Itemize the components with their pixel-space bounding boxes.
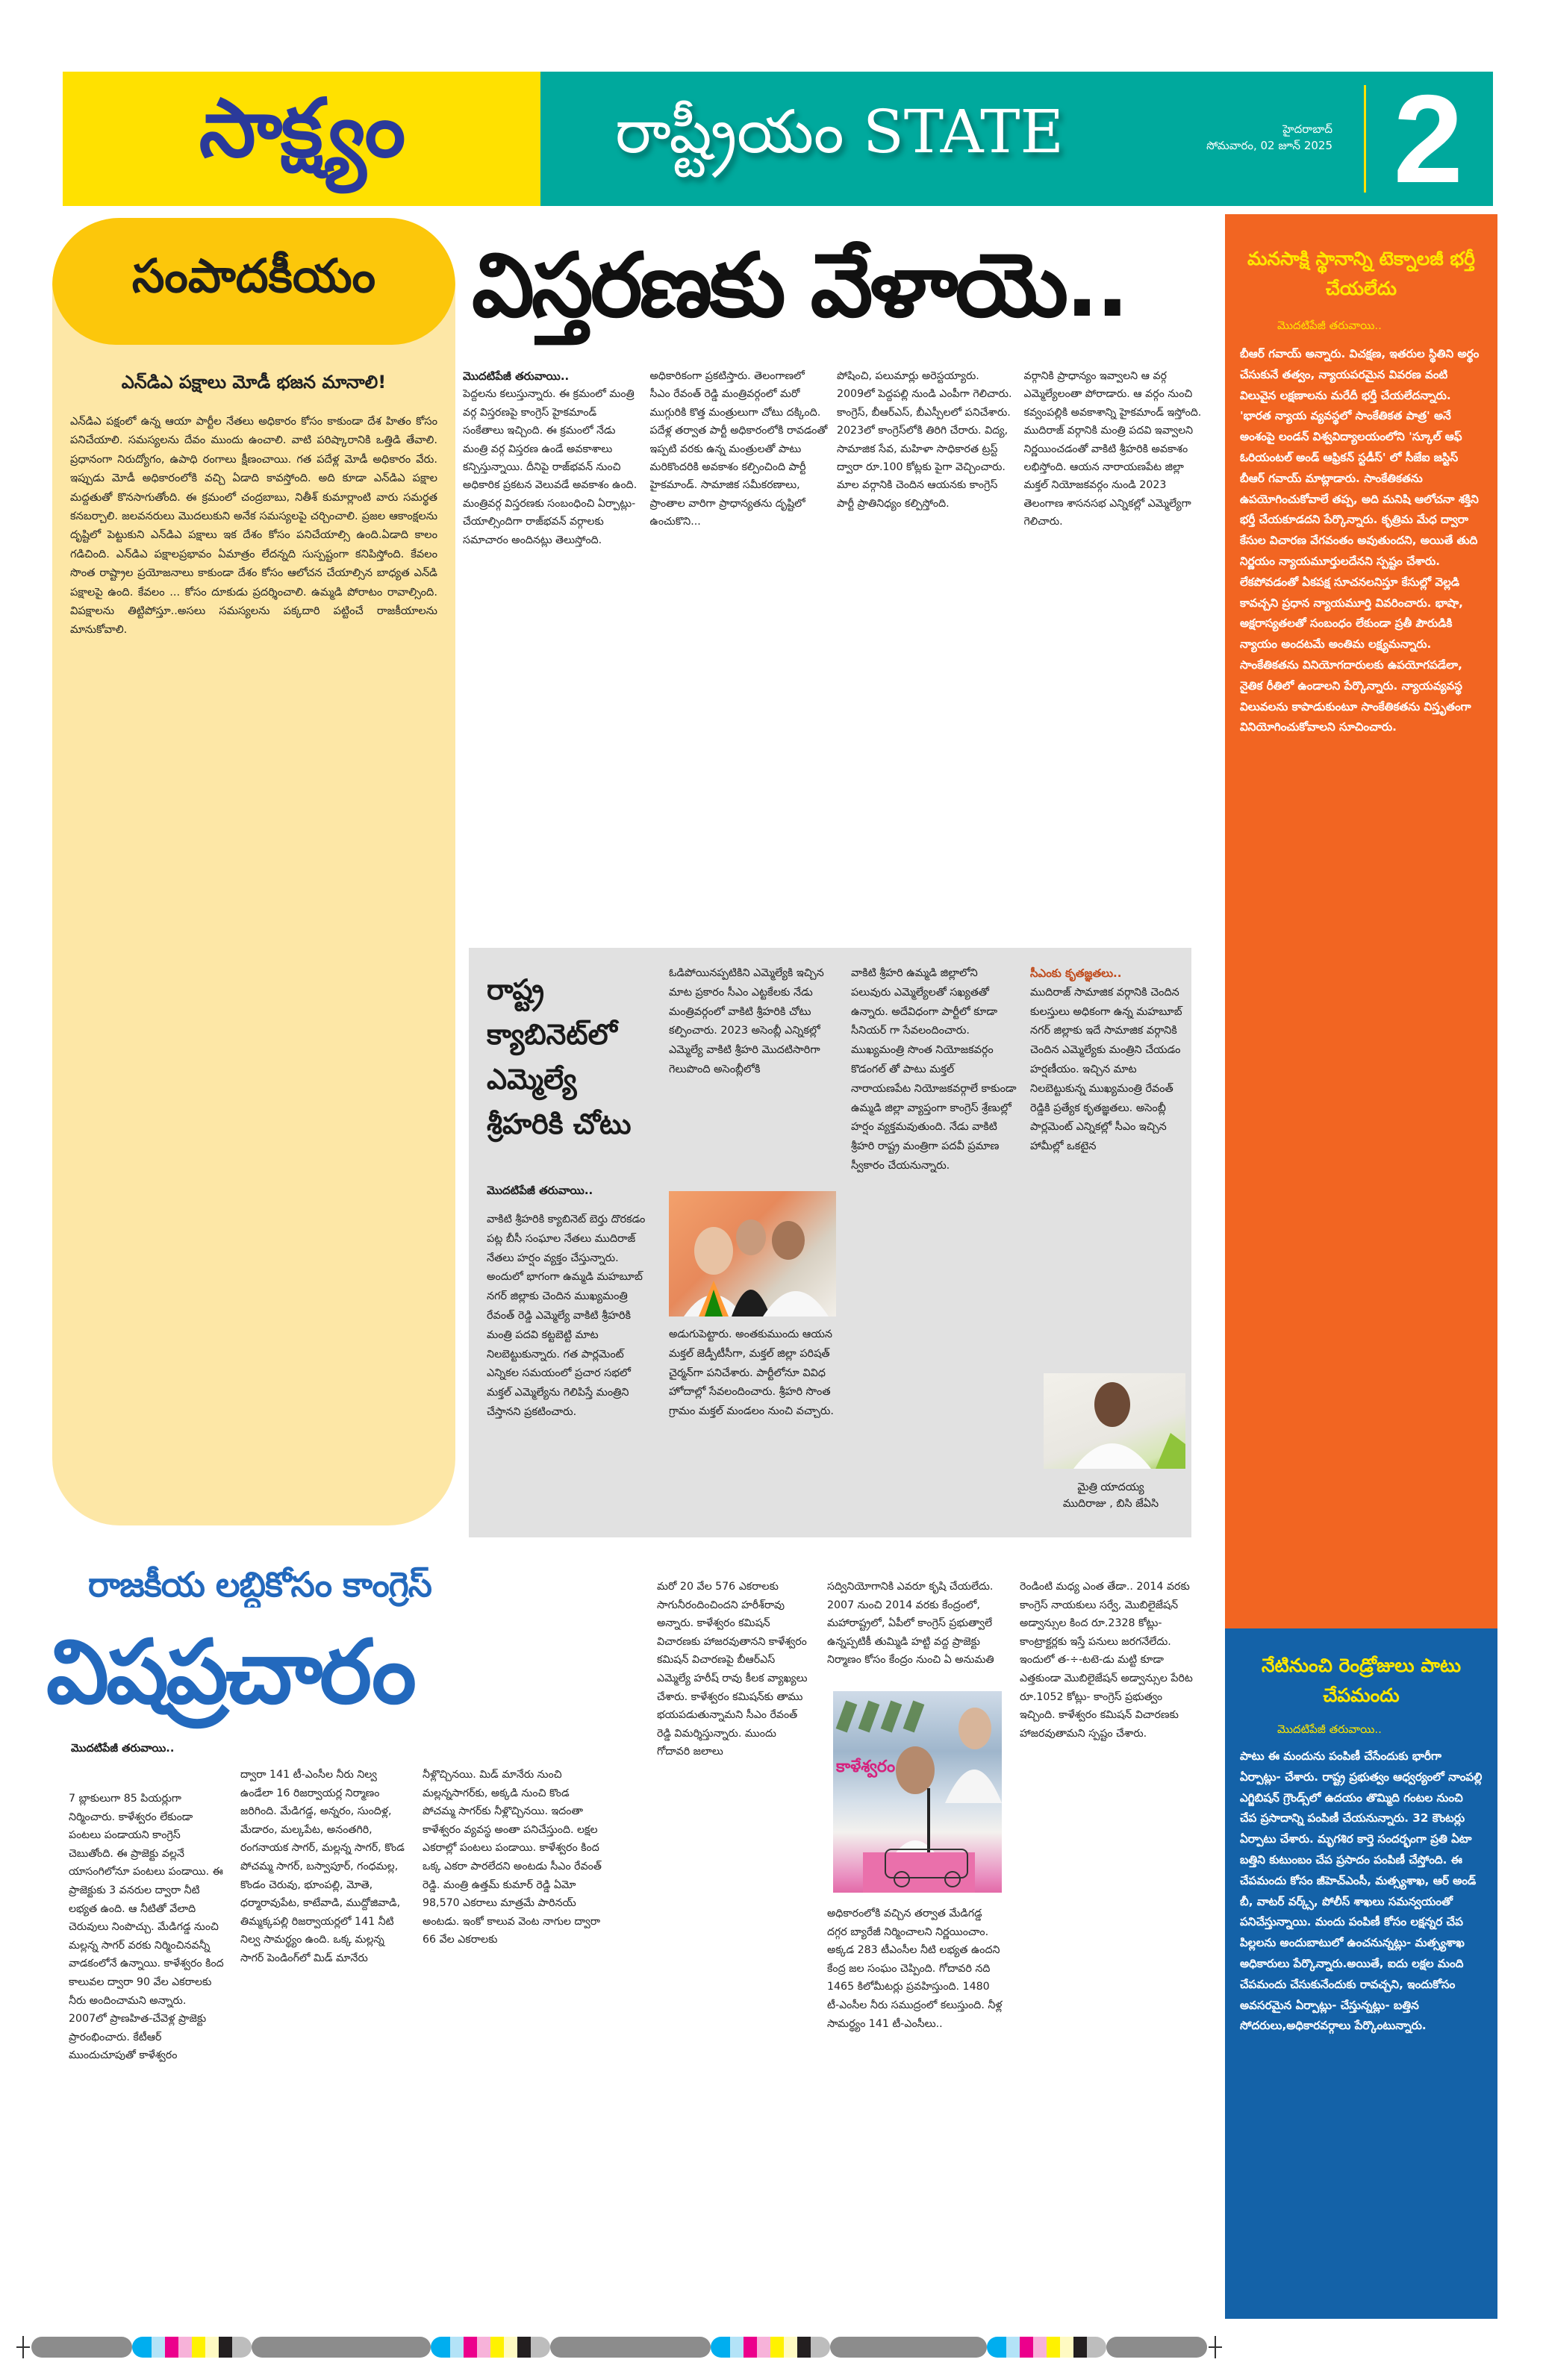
lead-kicker: మొదటిపేజీ తరువాయి.. <box>463 369 570 383</box>
gray-density-bar <box>830 2337 987 2358</box>
color-swatch <box>504 2337 517 2358</box>
gray-density-bar <box>252 2337 431 2358</box>
color-swatch <box>770 2337 784 2358</box>
cabinet-subheading: సీఎంకు కృతజ్ఞతలు.. <box>1030 966 1122 980</box>
editorial-panel <box>52 218 455 1525</box>
lead-column-3: పోషించి, పలుమార్లు అరెస్టయ్యారు. 2009లో పెద్దపల్లి నుండి ఎంపీగా గెలిచారు. కాంగ్రెస్, బీఆర్ఎస్, బీఎస్పీలలో పనిచేశారు. 2023లో కాంగ్రెస్‌లోకి తిరిగి చేరారు. విద్య, సామాజిక సేవ, మహిళా సాధికారత ట్రస్ట్ ద్వారా రూ.100 కోట్లకు పైగా వెచ్చించారు. మాల వర్గానికి చెందిన ఆయనకు కాంగ్రెస్ పార్టీ ప్రాతినిధ్యం కల్పిస్తోంది. <box>837 370 1012 510</box>
color-swatch <box>477 2337 490 2358</box>
color-swatch <box>1060 2337 1073 2358</box>
cabinet-kicker: మొదటిపేజీ తరువాయి.. <box>487 1184 593 1197</box>
color-swatch <box>1047 2337 1060 2358</box>
leaders-photo-illustration <box>669 1191 836 1317</box>
color-swatch <box>517 2337 531 2358</box>
lead-column-2: అధికారికంగా ప్రకటిస్తారు. తెలంగాణలో సీఎం రేవంత్ రెడ్డి మంత్రివర్గంలో మరో ముగ్గురికి కొత్త మంత్రులుగా చోటు దక్కింది. పదేళ్ల తర్వాత పార్టీ అధికారంలోకి రావడంతో ఇప్పటి వరకు ఉన్న మంత్రులతో పాటు మరికొందరికి అవకాశం కల్పించింది పార్టీ హైకమాండ్. సామాజిక సమీకరణాలు, ప్రాంతాల వారిగా ప్రాధాన్యతను దృష్టిలో ఉంచుకొని... <box>649 370 828 528</box>
color-swatch <box>431 2337 450 2358</box>
color-swatch <box>1020 2337 1033 2358</box>
portrait-photo[interactable] <box>1044 1373 1185 1469</box>
portrait-illustration <box>1044 1373 1185 1469</box>
portrait-caption <box>1030 1479 1191 1515</box>
lead-column-4: వర్గానికి ప్రాధాన్యం ఇవ్వాలని ఆ వర్గ ఎమ్మెల్యేలంతా పోరాడారు. ఆ వర్గం నుంచి కవ్వంపల్లికి అవకాశాన్ని హైకమాండ్ ఇస్తోంది. ముదిరాజ్ వర్గానికి మంత్రి పదవి ఇవ్వాలని నిర్ణయించడంతో వాకిటి శ్రీహరికి అవకాశం లభిస్తోంది. ఆయన నారాయణపేట జిల్లా మక్తల్ నియోజకవర్గం నుండి 2023 తెలంగాణ శాసనసభ ఎన్నికల్లో ఎమ్మెల్యేగా గెలిచారు. <box>1023 370 1202 528</box>
bottom-column-1: 7 బ్లాకులుగా 85 పియర్లుగా నిర్మించారు. కాళేశ్వరం లేకుండా పంటలు పండాయని కాంగ్రెస్ చెబుతోంది. ఈ ప్రాజెక్టు వల్లనే యాసంగిలోనూ పంటలు పండాయి. ఈ ప్రాజెక్టుకు 3 వనరుల ద్వారా నీటి లభ్యత ఉంది. ఆ నీటితో వేలాది చెరువులు నింపొచ్చు. మేడిగడ్డ నుంచి మల్లన్న సాగర్ వరకు నిర్మించినవన్నీ వాడకంలోనే ఉన్నాయి. కాళేశ్వరం కింద కాలువల ద్వారా 90 వేల ఎకరాలకు నీరు అందించామని అన్నారు. 2007లో ప్రాణహిత-చేవెళ్ల ప్రాజెక్టు ప్రారంభించారు. కేటీఆర్ ముందుచూపుతో కాళేశ్వరం <box>69 1793 224 2062</box>
editorial-body: ఎన్‌డిఎ పక్షంలో ఉన్న ఆయా పార్టీల నేతలు అధికారం కోసం కాకుండా దేశ హితం కోసం పనిచేయాలి. సమస్యలను దేవం ముందు ఉంచాలి. వాటి పరిష్కారానికి ఒత్తిడి తేవాలి. ప్రధానంగా నిరుద్యోగం, ఉపాధి రంగాలు క్షీణంచాయి. గత పదేళ్ల మోడీ అధికారం వేరు. ఇప్పుడు మోడీ అధికారంలోకి వచ్చి ఏడాది కావస్తోంది. అది కూడా ఎన్‌డిఎ పక్షాల మద్దతుతో కొనసాగుతోంది. ఈ క్రమంలో చంద్రబాబు, నితీశ్ కుమార్లాంటి వారు సమర్థత కనబర్చాలి. జలవనరులు మొదలుకుని అనేక సమస్యలపై చర్చించాలి. ప్రజల ఆకాంక్షలను దృష్టిలో పెట్టుకుని ఎన్‌డిఎ పక్షాలు ఇక దేశం కోసం పనిచేయాల్సి ఉంది.ఏడాది కాలం గడిచింది. ఎన్‌డిఎ పక్షాలప్రభావం ఏమాత్రం లేదన్నది సుస్పష్టంగా కనిపిస్తోంది. కేవలం సొంత రాష్ట్రాల ప్రయోజనాలు కాకుండా దేశం కోసం ఆలోచన చేయాల్సిన బాధ్యత ఎన్‌డి పక్షాలపై ఉంది. కేవలం ... కోసం దూకుడు ప్రదర్శించాలి. ఉమ్మడి పోరాటం రావాల్సింది. విపక్షాలను తిట్టిపోస్తూ..అసలు సమస్యలను పక్కదారి పట్టించే రాజకీయాలను మానుకోవాలి. <box>70 415 437 637</box>
fish-medicine-body: పాటు ఈ మందును పంపిణీ చేసేందుకు భారీగా ఏర్పాట్లు- చేశారు. రాష్ట్ర ప్రభుత్వం ఆధ్వర్యంలో నాంపల్లి ఎగ్జిబిషన్ గ్రౌండ్స్‌లో ఉదయం తొమ్మిది గంటల నుంచి చేప ప్రసాదాన్ని పంపిణీ చేయనున్నారు. 32 కౌంటర్లు ఏర్పాటు చేశారు. మృగశిర కార్తె సందర్భంగా ప్రతి ఏటా బత్తిని కుటుంబం చేప ప్రసాదం పంపిణీ చేస్తోంది. ఈ చేపమందు కోసం జీహెచ్ఎంసీ, మత్స్యశాఖ, ఆర్ అండ్ బీ, వాటర్ వర్క్స్, పోలీస్ శాఖలు సమన్వయంతో పనిచేస్తున్నాయి. మందు పంపిణీ కోసం లక్షన్నర చేప పిల్లలను అందుబాటులో ఉంచనున్నట్లు- మత్స్యశాఖ అధికారులు పేర్కొన్నారు.అయితే, ఐదు లక్షల మంది చేపమందు చేసుకునేందుకు రావచ్చని, ఇందుకోసం అవసరమైన ఏర్పాట్లు- చేస్తున్నట్లు- బత్తిన సోదరులు,అధికారవర్గాలు పేర్కొంటున్నారు. <box>1240 1749 1483 2033</box>
color-swatch <box>1087 2337 1106 2358</box>
lead-headline[interactable]: విస్తరణకు వేళాయె.. <box>472 234 1126 337</box>
color-swatch <box>1006 2337 1020 2358</box>
bottom-column-3: నీళ్లొచ్చినయి. మిడ్ మానేరు నుంచి మల్లన్నసాగర్‌కు, అక్కడి నుంచి కొండ పోచమ్మ సాగర్‌కు నీళ్లొచ్చినయి. ఇదంతా కాళేశ్వరం వ్యవస్థ అంతా పనిచేస్తుంది. లక్షల ఎకరాల్లో పంటలు పండాయి. కాళేశ్వరం కింద ఒక్క ఎకరా పారలేదని అంటడు సీఎం రేవంత్ రెడ్డి. మంత్రి ఉత్తమ్ కుమార్ రెడ్డి ఏమో 98,570 ఎకరాలు మాత్రమే పారినయ్ అంటడు. ఇంకో కాలువ వెంట నాగుల ద్వారా 66 వేల ఎకరాలకు <box>423 1769 602 1946</box>
color-swatch <box>450 2337 464 2358</box>
color-swatch <box>165 2337 178 2358</box>
section-title: రాష్ట్రీయం STATE <box>615 96 1064 166</box>
cabinet-column-4-text: ముదిరాజ్ సామాజిక వర్గానికి చెందిన కులస్తులు అధికంగా ఉన్న మహబూబ్ నగర్ జిల్లాకు ఇదే సామాజిక వర్గానికి చెందిన ఎమ్మెల్యేకు మంత్రిని చేయడం హర్షణీయం. ఇచ్చిన మాట నిలబెట్టుకున్న ముఖ్యమంత్రి రేవంత్ రెడ్డికి ప్రత్యేక కృతజ్ఞతలు. అసెంబ్లీ పార్లమెంట్ ఎన్నికల్లో సీఎం ఇచ్చిన హామీల్లో ఒకటైన <box>1030 986 1182 1153</box>
cabinet-column-2: ఓడిపోయినప్పటికిని ఎమ్మెల్యేకి ఇచ్చిన మాట ప్రకారం సీఎం ఎట్టకేలకు నేడు మంత్రివర్గంలో వాకిటి శ్రీహరికి చోటు కల్పించారు. 2023 అసెంబ్లీ ఎన్నికల్లో ఎమ్మెల్యే వాకిటి శ్రీహరి మొదటిసారిగా గెలుపొంది అసెంబ్లీలోకి <box>669 967 824 1075</box>
fish-medicine-story-box <box>1225 1628 1497 2319</box>
bottom-kicker: మొదటిపేజీ తరువాయి.. <box>71 1742 175 1755</box>
color-swatch <box>1073 2337 1087 2358</box>
bottom-column-6: అధికారంలోకి వచ్చిన తర్వాత మేడిగడ్డ దగ్గర బ్యారేజీ నిర్మించాలని నిర్ణయించాం. అక్కడ 283 టీఎంసీల నీటి లభ్యత ఉందని కేంద్ర జల సంఘం చెప్పింది. గోదావరి నది 1465 కిలోమీటర్లు ప్రవహిస్తుంది. 1480 టీ-ఎంసీల నీరు సముద్రంలో కలుస్తుంది. నీళ్ల సామర్థ్యం 141 టీ-ఎంసీలు.. <box>827 1908 1003 2030</box>
masthead-divider <box>1364 85 1366 193</box>
color-swatch <box>987 2337 1006 2358</box>
cabinet-column-4 <box>1030 964 1185 1364</box>
color-swatch <box>531 2337 550 2358</box>
kaleshwaram-label: కాళేశ్వరం <box>836 1758 896 1776</box>
print-registration-strip <box>15 2334 1528 2360</box>
fish-medicine-kicker: మొదటిపేజీ తరువాయి.. <box>1277 1722 1382 1736</box>
newspaper-logo[interactable] <box>63 72 540 206</box>
masthead <box>63 69 1493 209</box>
dateline <box>1206 121 1332 154</box>
dateline-date: సోమవారం, 02 జూన్ 2025 <box>1206 139 1332 152</box>
color-swatch <box>192 2337 205 2358</box>
speaker-photo-illustration <box>833 1691 1002 1893</box>
cabinet-photo-leaders[interactable] <box>669 1191 836 1317</box>
portrait-caption-name: మైత్రి యాదయ్య <box>1077 1481 1144 1493</box>
editorial-label: సంపాదకీయం <box>131 249 376 303</box>
cabinet-headline[interactable]: రాష్ట్ర క్యాబినెట్‌లో ఎమ్మెల్యే శ్రీహరికి చోటు <box>487 973 632 1140</box>
lead-column-text: పెద్దలను కలుస్తున్నారు. ఈ క్రమంలో మంత్రి వర్గ విస్తరణపై కాంగ్రెస్ హైకమాండ్ సంకేతాలు ఇచ్చింది. ఈ క్రమంలో నేడు మంత్రి వర్గ విస్తరణ ఉండే అవకాశాలు కన్పిస్తున్నాయి. దీనిపై రాజ్‌భవన్ నుంచి అధికారిక ప్రకటన వెలువడే అవకాశం ఉంది. మంత్రివర్గ విస్తరణకు సంబంధించి ఏర్పాట్లు- చేయాల్సిందిగా రాజ్‌భవన్ వర్గాలకు సమాచారం అందినట్లు తెలుస్తోంది. <box>463 388 638 546</box>
page-number: 2 <box>1393 69 1463 209</box>
bottom-column-7: రెండింటి మధ్య ఎంత తేడా.. 2014 వరకు కాంగ్రెస్ నాయకులు సర్వే, మొబిలైజేషన్ అడ్వాన్సుల కింద రూ.2328 కోట్లు- కాంట్రాక్టర్లకు ఇస్తే పనులు జరగనేలేదు. ఇందులో త-÷-టటె-డు మట్టి కూడా ఎత్తకుండా మొబిలైజేషన్ అడ్వాన్సుల పేరిట రూ.1052 కోట్లు- కాంగ్రెస్ ప్రభుత్వం ఇచ్చింది. కాళేశ్వరం కమిషన్ విచారణకు హాజరవుతామని స్పష్టం చేశారు. <box>1020 1581 1193 1740</box>
color-swatch <box>730 2337 744 2358</box>
dateline-city: హైదరాబాద్ <box>1282 122 1332 136</box>
color-swatch <box>711 2337 730 2358</box>
color-swatch <box>178 2337 192 2358</box>
color-swatch <box>811 2337 830 2358</box>
judiciary-body: బీఆర్ గవాయ్ అన్నారు. విచక్షణ, ఇతరుల స్థితిని అర్థం చేసుకునే తత్వం, న్యాయపరమైన వివరణ వంటి విలువైన లక్షణాలను మరేదీ భర్తీ చేయలేదన్నారు. 'భారత న్యాయ వ్యవస్థలో సాంకేతికత పాత్ర' అనే అంశంపై లండన్ విశ్వవిద్యాలయంలోని 'స్కూల్ ఆఫ్ ఓరియంటల్ అండ్ ఆఫ్రికన్ స్టడీస్' లో సీజేఐ జస్టిస్ బీఆర్ గవాయ్ మాట్లాడారు. సాంకేతికతను ఉపయోగించుకోవాలే తప్ప, అది మనిషి ఆలోచనా శక్తిని భర్తీ చేయకూడదని పేర్కొన్నారు. కృత్రిమ మేధ ద్వారా కేసుల విచారణ వేగవంతం అవుతుందని, అయితే తుది నిర్ణయం న్యాయమూర్తులదేనని స్పష్టం చేశారు. లేకపోవడంతో ఏకపక్ష సూచనలనిస్తూ కేసుల్లో వెల్లడి కావచ్చని ప్రధాన న్యాయమూర్తి వివరించారు. భాషా, అక్షరాస్యతలతో సంబంధం లేకుండా ప్రతీ పౌరుడికి న్యాయం అందటమే అంతిమ లక్ష్యమన్నారు. సాంకేతికతను వినియోగదారులకు ఉపయోగపడేలా, నైతిక రీతిలో ఉండాలని పేర్కొన్నారు. న్యాయవ్యవస్థ విలువలను కాపాడుకుంటూ సాంకేతికతను విస్తృతంగా వినియోగించుకోవాలని సూచించారు. <box>1240 347 1480 734</box>
judiciary-kicker: మొదటిపేజీ తరువాయి.. <box>1277 319 1382 332</box>
cabinet-column-2b: అడుగుపెట్టారు. అంతకుముందు ఆయన మక్తల్ జెడ్పీటీసీగా, మక్తల్ జిల్లా పరిషత్ చైర్మన్‌గా పనిచేశారు. పార్టీలోనూ వివిధ హోదాల్లో సేవలందించారు. శ్రీహరి సొంత గ్రామం మక్తల్ మండలం నుంచి వచ్చారు. <box>669 1328 834 1418</box>
cabinet-column-1: వాకిటి శ్రీహరికి క్యాబినెట్ బెర్తు దొరకడం పట్ల బీసీ సంఘాల నేతలు ముదిరాజ్ నేతలు హర్షం వ్యక్తం చేస్తున్నారు. అందులో భాగంగా ఉమ్మడి మహబూబ్ నగర్ జిల్లాకు చెందిన ముఖ్యమంత్రి రేవంత్ రెడ్డి ఎమ్మెల్యే వాకిటి శ్రీహరికి మంత్రి పదవి కట్టబెట్టి మాట నిలబెట్టుకున్నారు. గత పార్లమెంట్ ఎన్నికల సమయంలో ప్రచార సభలో మక్తల్ ఎమ్మెల్యేను గెలిపిస్తే మంత్రిని చేస్తానని ప్రకటించారు. <box>487 1214 646 1418</box>
portrait-caption-role: ముదిరాజు , బిసి జేఏసి <box>1062 1498 1159 1510</box>
bottom-subheadline: రాజకీయ లబ్ధికోసం కాంగ్రెస్ <box>88 1564 431 1605</box>
lead-story-columns <box>463 367 1202 931</box>
color-swatch <box>1033 2337 1047 2358</box>
logo-text: సాక్ష్యం <box>199 82 405 175</box>
cabinet-column-3: వాకిటి శ్రీహరి ఉమ్మడి జిల్లాలోని పలువురు ఎమ్మెల్యేలతో సఖ్యతతో ఉన్నారు. అదేవిధంగా పార్టీలో కూడా సీనియర్ గా సేవలందించారు. ముఖ్యమంత్రి సొంత నియోజకవర్గం కొడంగల్ తో పాటు మక్తల్ నారాయణపేట నియోజకవర్గాలే కాకుండా ఉమ్మడి జిల్లా వ్యాప్తంగా కాంగ్రెస్ శ్రేణుల్లో హర్షం వ్యక్తమవుతుంది. నేడు వాకిటి శ్రీహరి రాష్ట్ర మంత్రిగా పదవీ ప్రమాణ స్వీకారం చేయనున్నారు. <box>851 967 1017 1172</box>
bottom-headline[interactable]: విషప్రచారం <box>46 1620 414 1723</box>
color-swatch <box>784 2337 797 2358</box>
color-swatch <box>205 2337 219 2358</box>
gray-density-bar <box>31 2337 132 2358</box>
gray-density-bar <box>550 2337 711 2358</box>
editorial-label-pill <box>52 218 455 345</box>
editorial-headline: ఎన్‌డిఎ పక్షాలు మోడీ భజన మానాలి! <box>121 372 387 393</box>
section-band <box>540 69 1493 209</box>
color-swatch <box>744 2337 757 2358</box>
cabinet-story-box <box>469 948 1191 1537</box>
lead-column-1 <box>463 367 641 931</box>
bottom-column-5: సద్వినియోగానికి ఎవరూ కృషి చేయలేదు. 2007 నుంచి 2014 వరకు కేంద్రంలో, మహారాష్ట్రలో, ఏపీలో కాంగ్రెస్ ప్రభుత్వాలే ఉన్నప్పటికీ తుమ్మిడి హట్టి వద్ద ప్రాజెక్టు నిర్మాణం కోసం కేంద్రం నుంచి ఏ అనుమతి <box>827 1581 994 1667</box>
color-swatch <box>797 2337 811 2358</box>
color-swatch <box>152 2337 165 2358</box>
color-swatch <box>757 2337 770 2358</box>
color-swatch <box>232 2337 252 2358</box>
bottom-column-2: ద్వారా 141 టీ-ఎంసీల నీరు నిల్వ ఉండేలా 16 రిజర్వాయర్ల నిర్మాణం జరిగింది. మేడిగడ్డ, అన్నరం, సుందిళ్ల, మేడారం, మల్కపేట, అనంతగిరి, రంగనాయక సాగర్, మల్లన్న సాగర్, కొండ పోచమ్మ సాగర్, బస్వాపూర్, గంధమల్ల, కొండం చెరువు, భూంపల్లి, మోతె, ధర్మారావుపేట, కాటేవాడి, ముద్దోజివాడి, తిమ్మక్కపల్లి రిజర్వాయర్లలో 141 నీటి నిల్వ సామర్థ్యం ఉంది. ఒక్క మల్లన్న సాగర్ పెండింగ్‌లో మిడ్ మానేరు <box>240 1769 405 1964</box>
color-swatch <box>219 2337 232 2358</box>
registration-mark <box>1207 2334 1224 2360</box>
judiciary-headline[interactable]: మనసాక్షి స్థానాన్ని టెక్నాలజీ భర్తీ చేయలేదు <box>1247 248 1475 299</box>
color-swatch <box>132 2337 152 2358</box>
registration-mark <box>15 2334 31 2360</box>
gray-density-bar <box>1106 2337 1207 2358</box>
color-swatch <box>464 2337 477 2358</box>
fish-medicine-headline[interactable]: నేటినుంచి రెండ్రోజులు పాటు చేపమందు <box>1262 1655 1461 1706</box>
speaker-photo[interactable] <box>833 1691 1002 1893</box>
bottom-column-4: మరో 20 వేల 576 ఎకరాలకు సాగునీరందించిందని హరీశ్‌రావు అన్నారు. కాళేశ్వరం కమిషన్ విచారణకు హాజరవుతానని కాళేశ్వరం కమిషన్ విచారణపై బీఆర్ఎస్ ఎమ్మెల్యే హరీష్ రావు కీలక వ్యాఖ్యలు చేశారు. కాళేశ్వరం కమిషన్‌కు తాము భయపడుతున్నామని సీఎం రేవంత్ రెడ్డి విమర్శిస్తున్నారు. ముందు గోదావరి జలాలు <box>657 1581 808 1758</box>
judiciary-story-box <box>1225 214 1497 1628</box>
color-swatch <box>490 2337 504 2358</box>
